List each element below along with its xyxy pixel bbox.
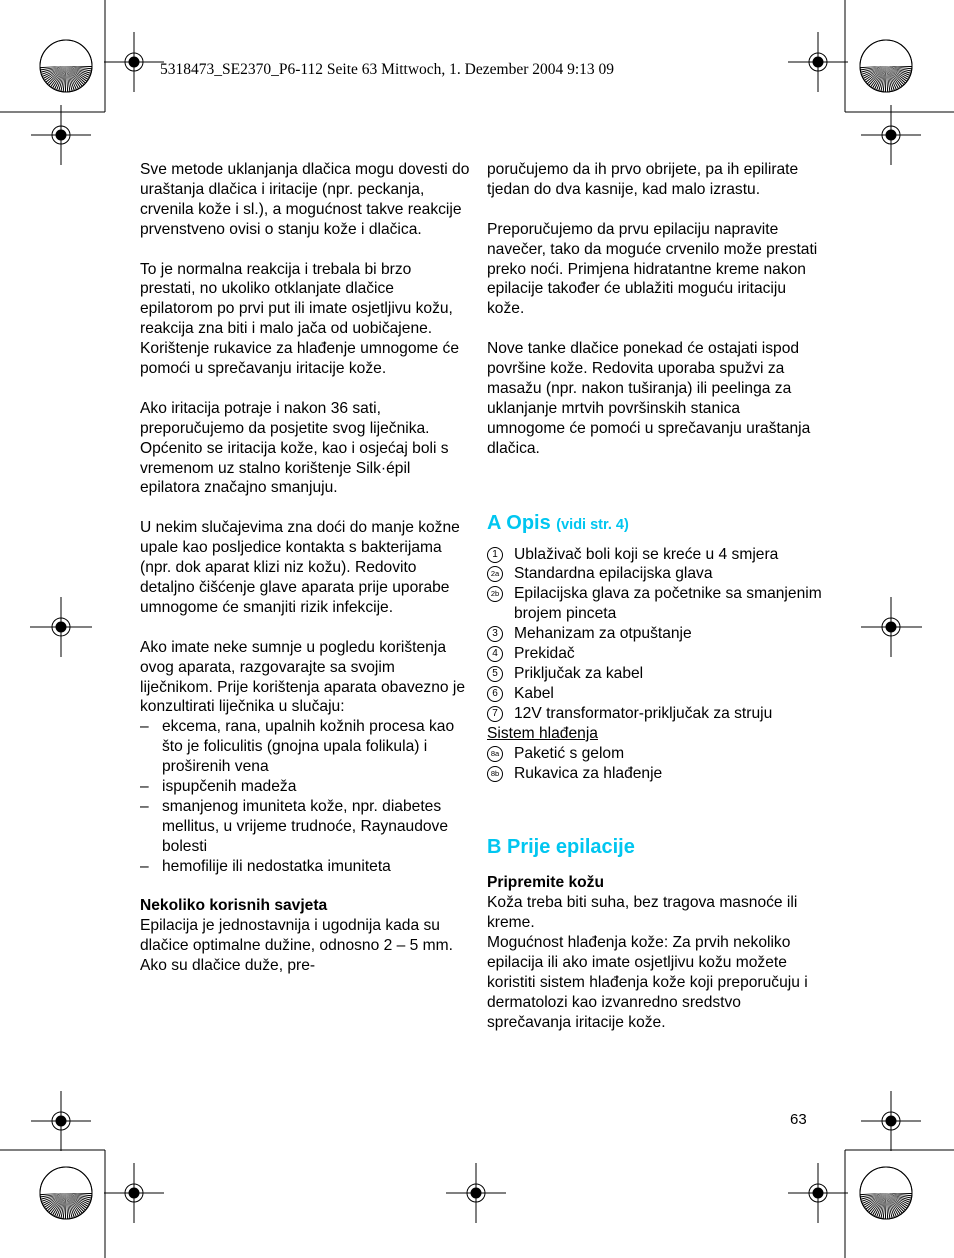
paragraph: Sve metode uklanjanja dlačica mogu dovesti do uraštanja dlačica i iritacije (npr. peckanja, crvenila kože i sl.), a mogućnost takve reakcije prvenstveno ovisi o stanju kože i dlačica. <box>140 161 470 238</box>
contraindication-list <box>140 717 470 876</box>
list-item-text: Ublaživač boli koji se kreće u 4 smjera <box>514 545 779 563</box>
tips-heading: Nekoliko korisnih savjeta <box>140 897 328 915</box>
paragraph: Koža treba biti suha, bez tragova masnoće ili kreme. <box>487 894 798 932</box>
list-item-text: ekcema, rana, upalnih kožnih procesa kao što je foliculitis (gnojna upala folikula) i proširenih vena <box>162 718 455 776</box>
cooling-system-subheading: Sistem hlađenja <box>487 724 598 742</box>
paragraph: Mogućnost hlađenja kože: Za prvih nekoliko epilacija ili ako imate osjetljivu kožu možete koristiti sistem hlađenja kože koji preporučuju i dermatolozi kao izvanredno sredstvo sprečavanja iritacije kože. <box>487 934 808 1031</box>
registration-cross-dot <box>813 1188 823 1198</box>
registration-cross-dot <box>129 57 139 67</box>
print-header: 5318473_SE2370_P6-112 Seite 63 Mittwoch, 1. Dezember 2004 9:13 09 <box>160 61 615 78</box>
list-item <box>140 797 470 857</box>
list-item <box>487 564 822 584</box>
registration-cross-dot <box>471 1188 481 1198</box>
cooling-parts-list <box>487 744 822 784</box>
paragraph: poručujemo da ih prvo obrijete, pa ih epilirate tjedan do dva kasnije, kad malo izrastu. <box>487 161 799 198</box>
circled-number: 2b <box>487 586 503 602</box>
right-column <box>487 160 822 1033</box>
prepare-skin-heading: Pripremite kožu <box>487 874 604 892</box>
registration-cross-dot <box>886 1116 896 1126</box>
paragraph: Općenito se iritacija kože, kao i osjećaj boli s vremenom uz stalno korištenje Silk·épil epilatora značajno smanjuju. <box>140 439 449 497</box>
circled-number: 2a <box>487 566 503 582</box>
circled-number: 6 <box>487 686 503 702</box>
list-item-text: Paketić s gelom <box>514 744 625 762</box>
list-item <box>487 644 822 664</box>
registration-cross-dot <box>56 130 66 140</box>
section-a-heading <box>487 509 822 539</box>
list-item-text: Standardna epilacijska glava <box>514 565 713 583</box>
paragraph: Preporučujemo da prvu epilaciju napravite navečer, tako da moguće crvenilo može prestati preko noći. Primjena hidratantne kreme nakon epilacije također će ublažiti moguću iritaciju kože. <box>487 220 818 318</box>
list-item <box>487 744 822 764</box>
list-item <box>487 684 822 704</box>
list-item <box>487 664 822 684</box>
registration-cross-dot <box>886 130 896 140</box>
paragraph: To je normalna reakcija i trebala bi brzo prestati, no ukoliko otklanjate dlačice epilatorom po prvi put ili imate osjetljivu kožu, reakcija zna biti i malo jača od uobičajene. <box>140 260 453 338</box>
list-item-text: smanjenog imuniteta kože, npr. diabetes mellitus, u vrijeme trudnoće, Raynaudove bolesti <box>162 797 449 855</box>
list-item-text: Epilacijska glava za početnike sa smanjenim brojem pinceta <box>514 585 822 623</box>
section-a-title: A Opis <box>487 511 551 534</box>
list-item <box>487 764 822 784</box>
dash-bullet: – <box>140 718 149 736</box>
list-item <box>487 584 822 624</box>
list-item-text: Prekidač <box>514 645 575 663</box>
paragraph: Nove tanke dlačice ponekad će ostajati ispod površine kože. Redovita uporaba spužvi za masažu (npr. nakon tuširanja) ili peelinga za uklanjanje mrtvih površinskih stanica umnogome će pomoći u sprečavanju uraštanja dlačica. <box>487 340 811 457</box>
dash-bullet: – <box>140 797 149 815</box>
circled-number: 8b <box>487 766 503 782</box>
registration-cross-dot <box>813 57 823 67</box>
circled-number: 5 <box>487 666 503 682</box>
dash-bullet: – <box>140 778 149 796</box>
registration-cross-dot <box>129 1188 139 1198</box>
list-item-text: 12V transformator-priključak za struju <box>514 704 773 722</box>
page-number: 63 <box>790 1111 807 1128</box>
list-item <box>487 704 822 724</box>
paragraph: Ako iritacija potraje i nakon 36 sati, preporučujemo da posjetite svog liječnika. <box>140 399 430 437</box>
parts-list <box>487 545 822 724</box>
circled-number: 8a <box>487 746 503 762</box>
list-item <box>140 777 470 797</box>
paragraph: U nekim slučajevima zna doći do manje kožne upale kao posljedice kontakta s bakterijama (npr. dok aparat klizi niz kožu). Redovito detaljno čišćenje glave aparata prije uporabe umnogome će smanjiti rizik infekcije. <box>140 519 460 616</box>
circled-number: 7 <box>487 706 503 722</box>
list-item-text: ispupčenih madeža <box>162 778 297 796</box>
dash-bullet: – <box>140 857 149 875</box>
paragraph: Epilacija je jednostavnija i ugodnija kada su dlačice optimalne dužine, odnosno 2 – 5 mm. Ako su dlačice duže, pre- <box>140 917 453 975</box>
list-item <box>140 717 470 777</box>
list-item-text: hemofilije ili nedostatka imuniteta <box>162 857 391 875</box>
list-item <box>487 624 822 644</box>
list-item <box>487 545 822 565</box>
paragraph: Korištenje rukavice za hlađenje umnogome će pomoći u sprečavanju iritacije kože. <box>140 340 459 378</box>
circled-number: 1 <box>487 547 503 563</box>
registration-cross-dot <box>56 1116 66 1126</box>
circled-number: 3 <box>487 626 503 642</box>
list-item-text: Kabel <box>514 684 554 702</box>
paragraph: Ako imate neke sumnje u pogledu korištenja ovog aparata, razgovarajte sa svojim liječnikom. Prije korištenja aparata obavezno je konzultirati liječnika u slučaju: <box>140 638 466 716</box>
left-column <box>140 160 470 976</box>
list-item-text: Rukavica za hlađenje <box>514 764 663 782</box>
list-item-text: Priključak za kabel <box>514 665 644 682</box>
circled-number: 4 <box>487 646 503 662</box>
list-item <box>140 857 470 877</box>
list-item-text: Mehanizam za otpuštanje <box>514 625 692 643</box>
section-b-heading: B Prije epilacije <box>487 836 635 859</box>
section-a-page-ref: (vidi str. 4) <box>556 516 629 533</box>
